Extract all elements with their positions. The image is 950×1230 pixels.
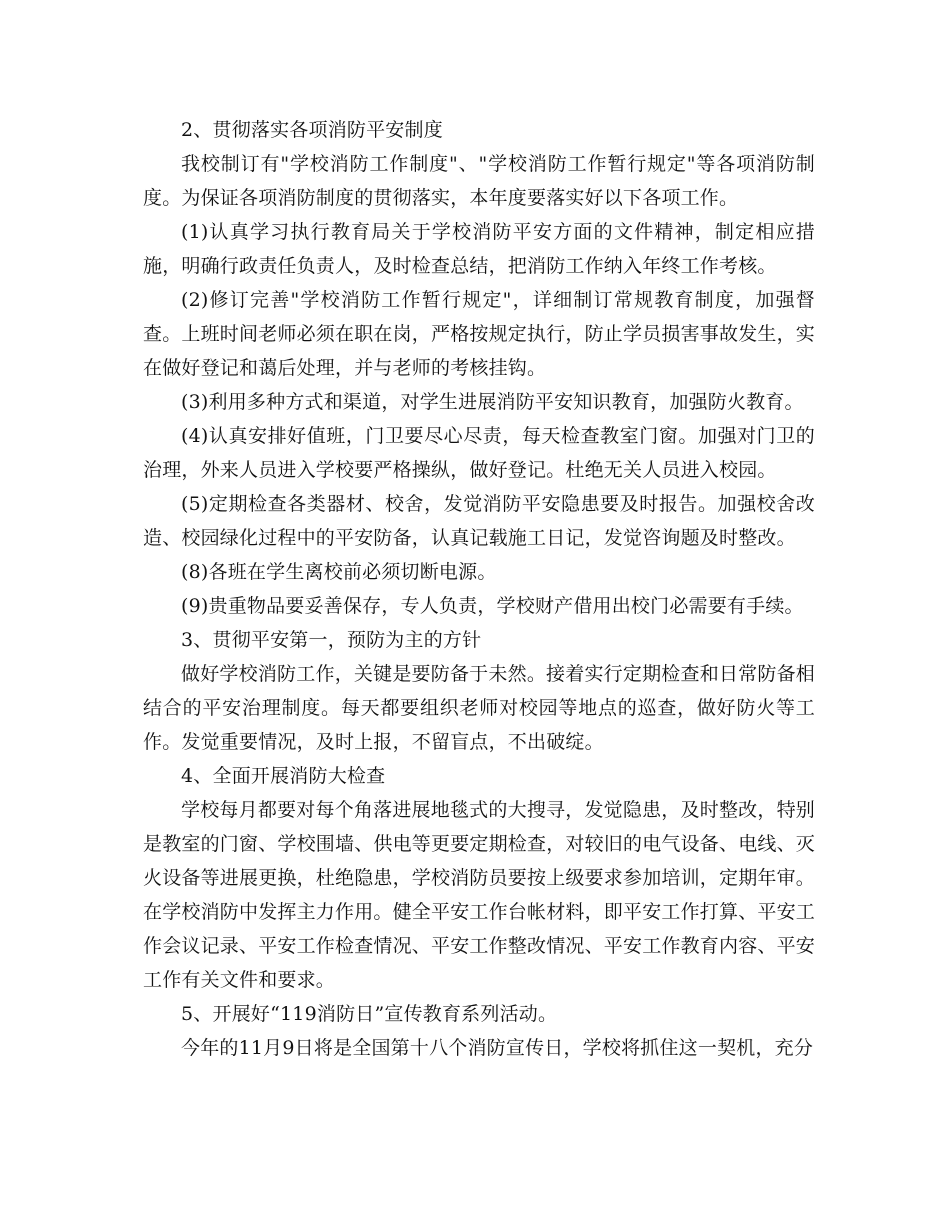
list-item: (4)认真安排好值班，门卫要尽心尽责，每天检查教室门窗。加强对门卫的治理，外来人员进入学校要严格操纵，做好登记。杜绝无关人员进入校园。 [143,425,815,481]
section-heading-4: 4、全面开展消防大检查 [181,765,386,787]
list-item: (5)定期检查各类器材、校舍，发觉消防平安隐患要及时报告。加强校舍改造、校园绿化过程中的平安防备，认真记载施工日记，发觉咨询题及时整改。 [143,493,815,549]
section-heading-2: 2、贯彻落实各项消防平安制度 [181,119,443,141]
list-item: (1)认真学习执行教育局关于学校消防平安方面的文件精神，制定相应措施，明确行政责任负责人，及时检查总结，把消防工作纳入年终工作考核。 [143,221,815,277]
list-item: (9)贵重物品要妥善保存，专人负责，学校财产借用出校门必需要有手续。 [181,595,804,617]
list-item: (2)修订完善"学校消防工作暂行规定"，详细制订常规教育制度，加强督查。上班时间老师必须在职在岗，严格按规定执行，防止学员损害事故发生，实在做好登记和蔼后处理，并与老师的考核挂钩。 [143,289,816,379]
paragraph: 我校制订有"学校消防工作制度"、"学校消防工作暂行规定"等各项消防制度。为保证各项消防制度的贯彻落实，本年度要落实好以下各项工作。 [143,153,815,209]
list-item: (8)各班在学生离校前必须切断电源。 [181,561,497,583]
document-body [143,113,815,1065]
list-item: (3)利用多种方式和渠道，对学生进展消防平安知识教育，加强防火教育。 [181,391,804,413]
section-heading-3: 3、贯彻平安第一，预防为主的方针 [181,629,482,651]
paragraph: 今年的11月9日将是全国第十八个消防宣传日，学校将抓住这一契机，充分 [181,1037,814,1059]
section-heading-5: 5、开展好“119消防日”宣传教育系列活动。 [181,1003,558,1025]
paragraph: 学校每月都要对每个角落进展地毯式的大搜寻，发觉隐患，及时整改，特别是教室的门窗、学校围墙、供电等更要定期检查，对较旧的电气设备、电线、灭火设备等进展更换，杜绝隐患，学校消防员要按上级要求参加培训，定期年审。在学校消防中发挥主力作用。健全平安工作台帐材料，即平安工作打算、平安工作会议记录、平安工作检查情况、平安工作整改情况、平安工作教育内容、平安工作有关文件和要求。 [143,799,816,991]
paragraph: 做好学校消防工作，关键是要防备于未然。接着实行定期检查和日常防备相结合的平安治理制度。每天都要组织老师对校园等地点的巡查，做好防火等工作。发觉重要情况，及时上报，不留盲点，不出破绽。 [143,663,815,753]
